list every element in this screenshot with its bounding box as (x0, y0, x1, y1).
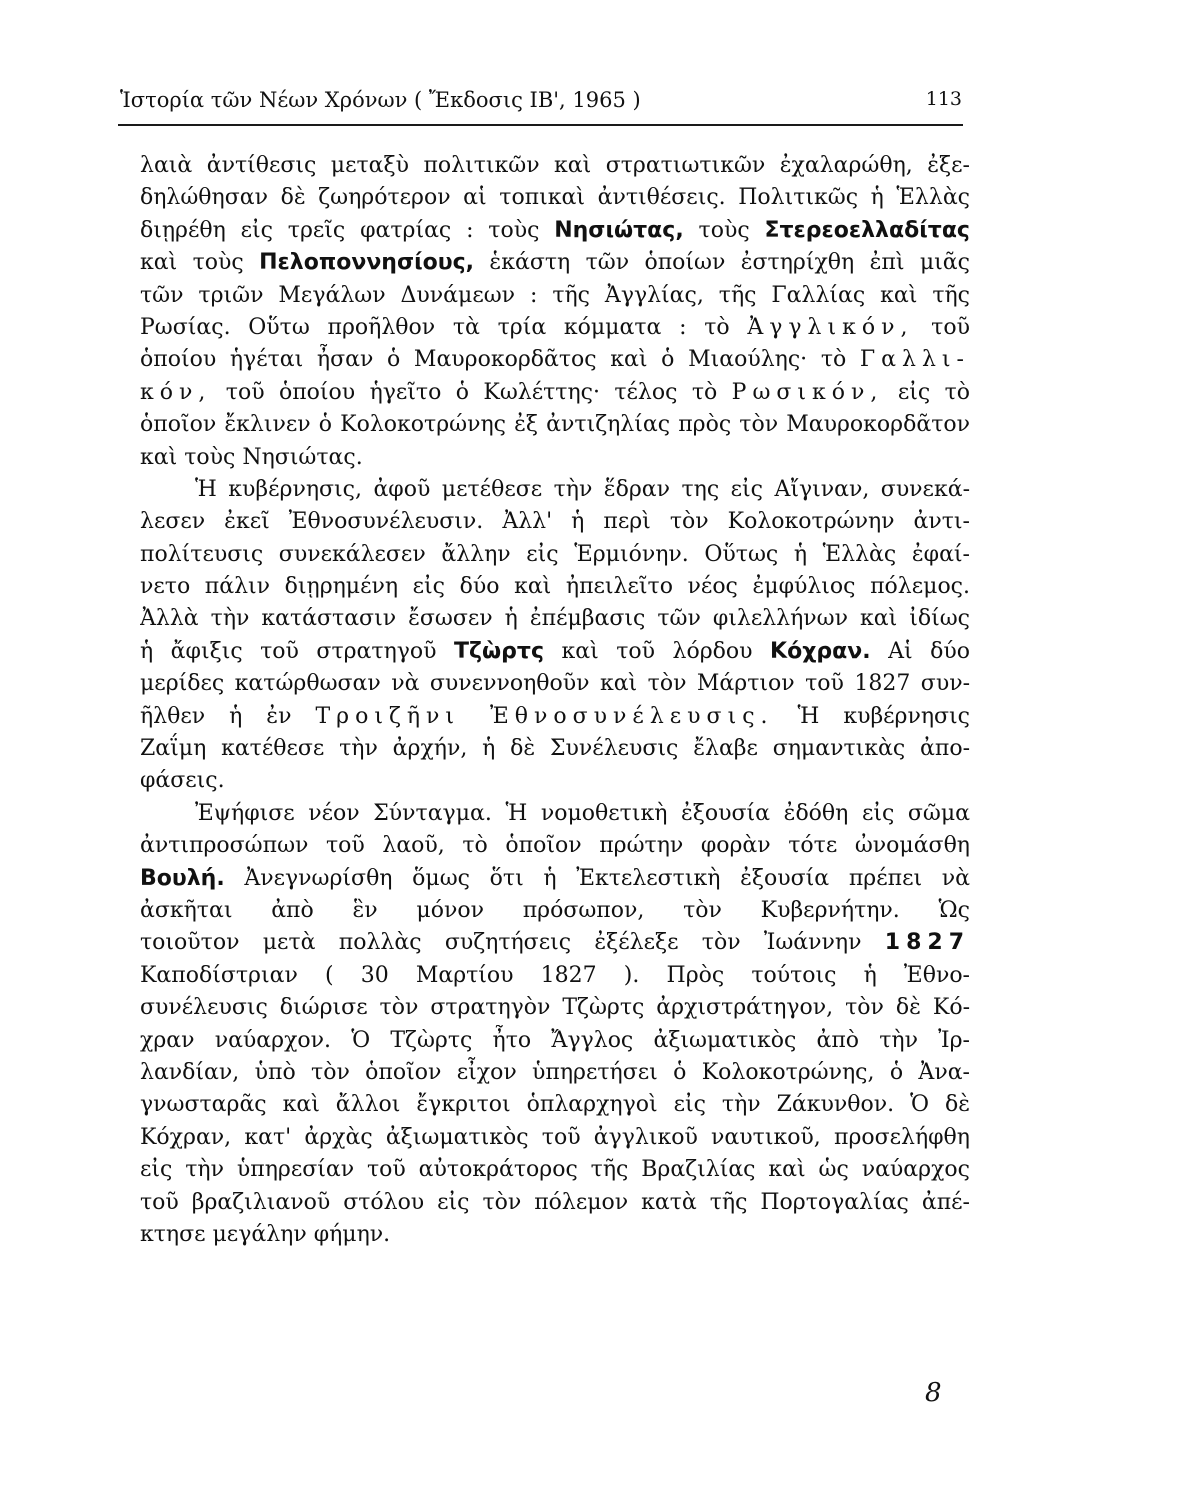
text-line: ἀσκῆται ἀπὸ ἓν μόνον πρόσωπον, τὸν Κυβερνήτην. Ὡς (140, 897, 970, 923)
text-line: Ρωσίας. Οὕτω προῆλθον τὰ τρία κόμματα : τὸ Ἀγγλικόν, τοῦ (140, 314, 970, 340)
text-line: καὶ τοὺς Νησιώτας. (140, 444, 363, 470)
text-line: κτησε μεγάλην φήμην. (140, 1221, 391, 1247)
text-line: καὶ τοὺς Πελοποννησίους, ἑκάστη τῶν ὁποίων ἐστηρίχθη ἐπὶ μιᾶς (140, 250, 970, 276)
text-line: μερίδες κατώρθωσαν νὰ συνεννοηθοῦν καὶ τὸν Μάρτιον τοῦ 1827 συν- (140, 671, 970, 697)
page-number: 113 (925, 88, 962, 110)
text-line: Καποδίστριαν ( 30 Μαρτίου 1827 ). Πρὸς τούτοις ἡ Ἐθνο- (140, 962, 970, 988)
bold-term: Πελοποννησίους, (259, 250, 475, 276)
margin-date: 1827 (884, 930, 970, 956)
text-line: ἀντιπροσώπων τοῦ λαοῦ, τὸ ὁποῖον πρώτην φορὰν τότε ὠνομάσθη (140, 833, 970, 859)
bold-term: Κόχραν. (770, 638, 871, 664)
bold-term: Νησιώτας, (554, 217, 684, 243)
text-line: συνέλευσις διώρισε τὸν στρατηγὸν Τζὼρτς ἀρχιστράτηγον, τὸν δὲ Κό- (140, 995, 970, 1021)
bold-term: Στερεοελλαδίτας (764, 217, 970, 243)
text-line: Ἀλλὰ τὴν κατάστασιν ἔσωσεν ἡ ἐπέμβασις τῶν φιλελλήνων καὶ ἰδίως (140, 606, 970, 632)
sheet-signature: 8 (925, 1378, 942, 1408)
spaced-term: Ρωσικόν, (731, 379, 884, 405)
spaced-term: Γαλλι- (859, 347, 970, 373)
text-line: Βουλή. Ἀνεγνωρίσθη ὅμως ὅτι ἡ Ἐκτελεστικὴ ἐξουσία πρέπει νὰ (140, 865, 970, 891)
text-line: λανδίαν, ὑπὸ τὸν ὁποῖον εἶχον ὑπηρετήσει ὁ Κολοκοτρώνης, ὁ Ἀνα- (140, 1059, 970, 1085)
bold-term: Τζὼρτς (454, 638, 545, 664)
text-line: πολίτευσις συνεκάλεσεν ἄλλην εἰς Ἑρμιόνην. Οὕτως ἡ Ἑλλὰς ἐφαί- (140, 541, 970, 567)
spaced-term: Ἀγγλικόν, (747, 314, 914, 340)
bold-term: Βουλή. (140, 865, 225, 891)
text-line: ὁποῖον ἔκλινεν ὁ Κολοκοτρώνης ἐξ ἀντιζηλίας πρὸς τὸν Μαυροκορδᾶτον (140, 412, 970, 438)
text-line: διῃρέθη εἰς τρεῖς φατρίας : τοὺς Νησιώτας, τοὺς Στερεοελλαδίτας (140, 217, 970, 243)
spaced-term: Τροιζῆνι Ἐθνοσυνέλευσις. (315, 703, 774, 729)
text-line: λαιὰ ἀντίθεσις μεταξὺ πολιτικῶν καὶ στρατιωτικῶν ἐχαλαρώθη, ἐξε- (140, 153, 970, 178)
text-line: νετο πάλιν διῃρημένη εἰς δύο καὶ ἠπειλεῖτο νέος ἐμφύλιος πόλεμος. (140, 574, 970, 600)
text-line: ὁποίου ἡγέται ἦσαν ὁ Μαυροκορδᾶτος καὶ ὁ Μιαούλης· τὸ Γαλλι- (140, 347, 970, 373)
text-line: φάσεις. (140, 768, 225, 794)
running-header (120, 88, 962, 118)
text-line: Κόχραν, κατ' ἀρχὰς ἀξιωματικὸς τοῦ ἀγγλικοῦ ναυτικοῦ, προσελήφθη (140, 1124, 970, 1150)
text-line: δηλώθησαν δὲ ζωηρότερον αἱ τοπικαὶ ἀντιθέσεις. Πολιτικῶς ἡ Ἑλλὰς (140, 185, 970, 211)
header-title: Ἱστορία τῶν Νέων Χρόνων ( Ἔκδοσις ΙΒ', 1965 ) (120, 88, 641, 112)
header-rule (118, 124, 963, 126)
text-line: ἡ ἄφιξις τοῦ στρατηγοῦ Τζὼρτς καὶ τοῦ λόρδου Κόχραν. Αἱ δύο (140, 638, 970, 664)
text-line: Ἐψήφισε νέον Σύνταγμα. Ἡ νομοθετικὴ ἐξουσία ἐδόθη εἰς σῶμα (195, 800, 970, 826)
text-line: τοῦ βραζιλιανοῦ στόλου εἰς τὸν πόλεμον κατὰ τῆς Πορτογαλίας ἀπέ- (140, 1189, 970, 1215)
spaced-term: κόν, (140, 379, 212, 405)
text-line: ῆλθεν ἡ ἐν Τροιζῆνι Ἐθνοσυνέλευσις. Ἡ κυβέρνησις (140, 703, 970, 729)
text-line: χραν ναύαρχον. Ὁ Τζὼρτς ἦτο Ἄγγλος ἀξιωματικὸς ἀπὸ τὴν Ἰρ- (140, 1027, 970, 1053)
text-line: εἰς τὴν ὑπηρεσίαν τοῦ αὐτοκράτορος τῆς Βραζιλίας καὶ ὡς ναύαρχος (140, 1157, 970, 1183)
text-line: γνωσταρᾶς καὶ ἄλλοι ἔγκριτοι ὁπλαρχηγοὶ εἰς τὴν Ζάκυνθον. Ὁ δὲ (140, 1092, 970, 1118)
text-line: Ἡ κυβέρνησις, ἀφοῦ μετέθεσε τὴν ἕδραν της εἰς Αἴγιναν, συνεκά- (195, 476, 970, 502)
text-line: λεσεν ἐκεῖ Ἐθνοσυνέλευσιν. Ἀλλ' ἡ περὶ τὸν Κολοκοτρώνην ἀντι- (140, 509, 970, 535)
text-line: κόν, τοῦ ὁποίου ἡγεῖτο ὁ Κωλέττης· τέλος τὸ Ρωσικόν, εἰς τὸ (140, 379, 970, 405)
body-text (140, 150, 970, 1251)
text-line: Ζαΐμη κατέθεσε τὴν ἀρχήν, ἡ δὲ Συνέλευσις ἔλαβε σημαντικὰς ἀπο- (140, 736, 970, 762)
text-line: τῶν τριῶν Μεγάλων Δυνάμεων : τῆς Ἀγγλίας, τῆς Γαλλίας καὶ τῆς (140, 282, 970, 308)
text-line: τοιοῦτον μετὰ πολλὰς συζητήσεις ἐξέλεξε τὸν Ἰωάννην 1827 (140, 930, 970, 956)
